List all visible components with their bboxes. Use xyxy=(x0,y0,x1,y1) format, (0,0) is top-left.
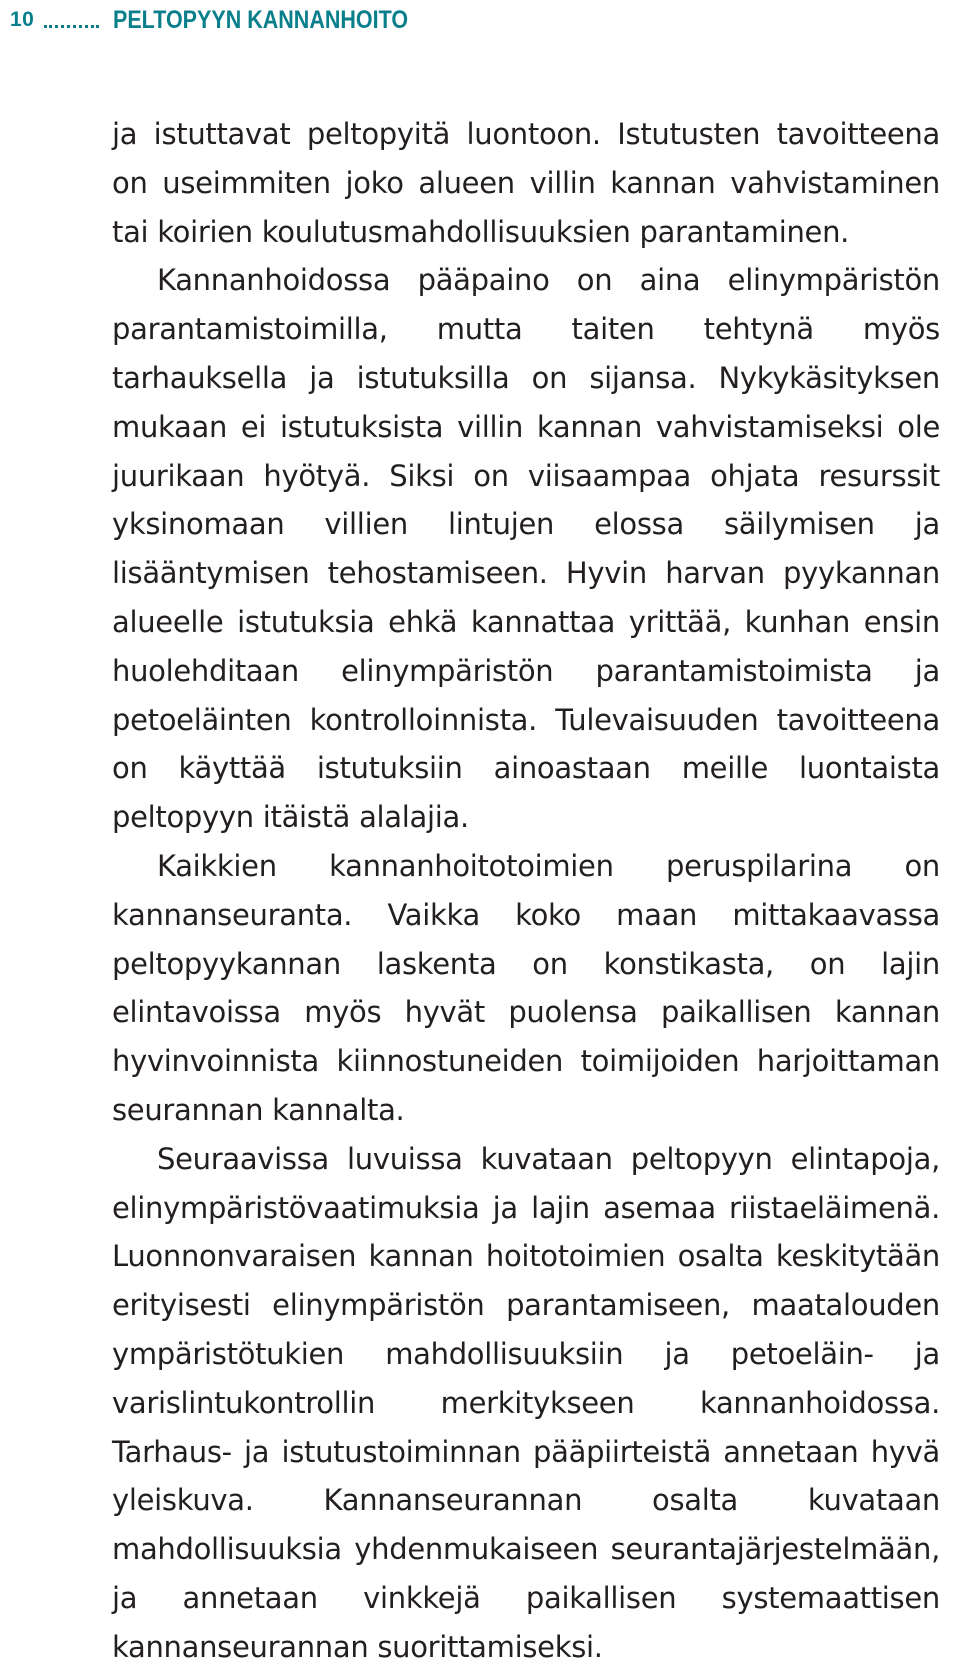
paragraph-2: Kannanhoidossa pääpaino on aina elinympäristön parantamistoimilla, mutta taiten tehtynä myös tarhauksella ja istutuksilla on sijansa. Nykykäsityksen mukaan ei istutuksista villin kannan vahvistamiseksi ole juurikaan hyötyä. Siksi on viisaampaa ohjata resurssit yksinomaan villien lintujen elossa säilymisen ja lisääntymisen tehostamiseen. Hyvin harvan pyykannan alueelle istutuksia ehkä kannattaa yrittää, kunhan ensin huolehditaan elinympäristön parantamistoimista ja petoeläinten kontrolloinnista. Tulevaisuuden tavoitteena on käyttää istutuksiin ainoastaan meille luontaista peltopyyn itäistä alalajia. xyxy=(112,263,940,835)
page-number: 10 xyxy=(10,8,35,31)
paragraph-4: Seuraavissa luvuissa kuvataan peltopyyn elintapoja, elinympäristövaatimuksia ja lajin asemaa riistaeläimenä. Luonnonvaraisen kannan hoitotoimien osalta keskitytään erityisesti elinympäristön parantamiseen, maatalouden ympäristötukien mahdollisuuksiin ja petoeläin- ja varislintukontrollin merkitykseen kannanhoidossa. Tarhaus- ja istutustoiminnan pääpiirteistä annetaan hyvä yleiskuva. Kannanseurannan osalta kuvataan mahdollisuuksia yhdenmukaiseen seurantajärjestelmään, ja annetaan vinkkejä paikallisen systemaattisen kannanseurannan suorittamiseksi. xyxy=(112,1141,940,1664)
body-text xyxy=(112,110,940,1672)
running-header xyxy=(10,2,456,38)
running-title: PELTOPYYN KANNANHOITO xyxy=(113,5,409,34)
dotted-leader xyxy=(44,25,99,28)
paragraph-1: ja istuttavat peltopyitä luontoon. Istutusten tavoitteena on useimmiten joko alueen villin kannan vahvistaminen tai koirien koulutusmahdollisuuksien parantaminen. xyxy=(112,117,940,249)
paragraph-3: Kaikkien kannanhoitotoimien peruspilarina on kannanseuranta. Vaikka koko maan mittakaavassa peltopyykannan laskenta on konstikasta, on lajin elintavoissa myös hyvät puolensa paikallisen kannan hyvinvoinnista kiinnostuneiden toimijoiden harjoittaman seurannan kannalta. xyxy=(112,848,940,1127)
